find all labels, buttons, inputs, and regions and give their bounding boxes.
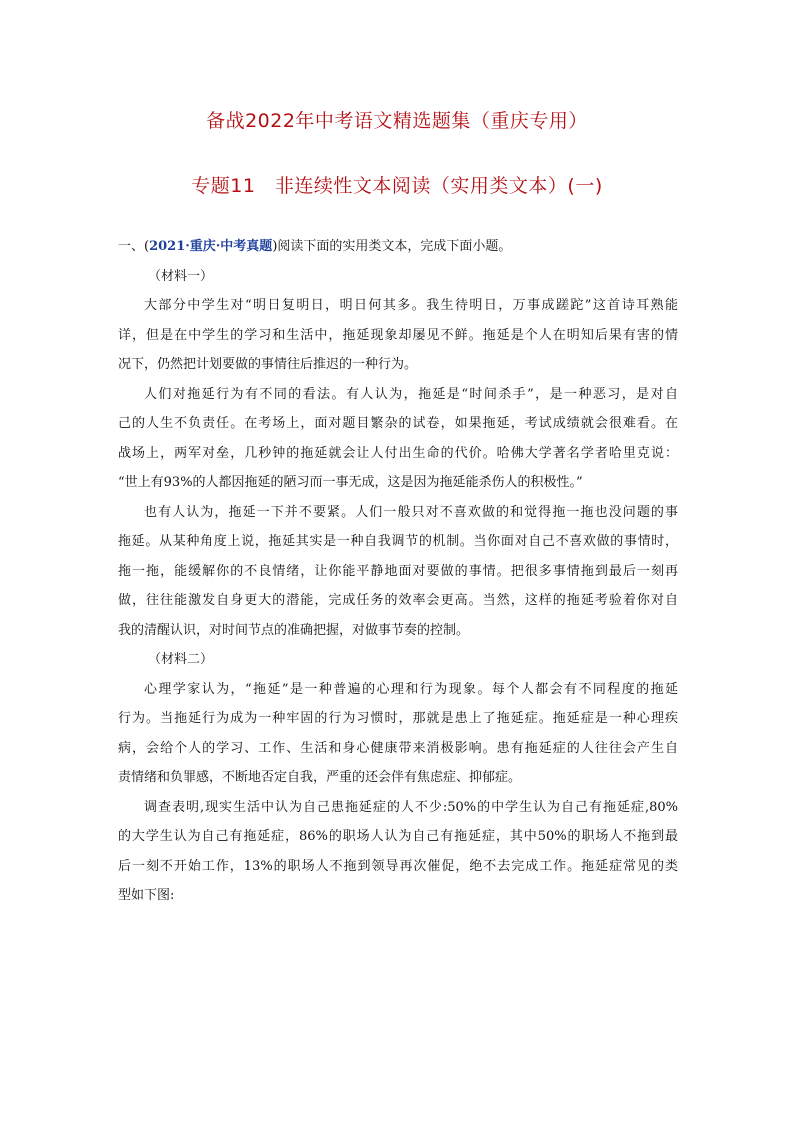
paragraph-line: 病，会给个人的学习、工作、生活和身心健康带来消极影响。患有拖延症的人往往会产生自: [118, 740, 678, 756]
question-source-close: ): [272, 239, 278, 254]
paragraph-line: 大部分中学生对“明日复明日，明日何其多。我生待明日，万事成蹉跎”这首诗耳熟能: [144, 298, 678, 313]
material2-heading: （材料二）: [148, 652, 214, 667]
paragraph-line: 己的人生不负责任。在考场上，面对题目繁杂的试卷，如果拖延，考试成绩就会很难看。在: [118, 416, 678, 431]
paragraph-line: 责情绪和负罪感，不断地否定自我，严重的还会伴有焦虑症、抑郁症。: [118, 770, 522, 785]
paragraph-line: 也有人认为，拖延一下并不要紧。人们一般只对不喜欢做的和觉得拖一拖也没问题的事: [144, 504, 678, 520]
paragraph-line: 型如下图:: [118, 888, 175, 903]
question-intro: [118, 232, 678, 262]
paragraph-line: 的大学生认为自己有拖延症，86%的职场人认为自己有拖延症，其中50%的职场人不拖到最: [118, 829, 678, 844]
document-body: [118, 232, 678, 911]
material1-heading: （材料一）: [148, 268, 214, 284]
paragraph-line: “世上有93%的人都因拖延的陋习而一事无成，这是因为拖延能杀伤人的积极性。”: [118, 475, 583, 490]
document-subtitle: 专题11 非连续性文本阅读（实用类文本）(一): [191, 175, 603, 197]
paragraph-line: 行为。当拖延行为成为一种牢固的行为习惯时，那就是患上了拖延症。拖延症是一种心理疾: [118, 711, 678, 726]
paragraph-line: 战场上，两军对垒，几秒钟的拖延就会让人付出生命的代价。哈佛大学著名学者哈里克说：: [118, 445, 678, 461]
question-instruction: 阅读下面的实用类文本，完成下面小题。: [277, 239, 512, 254]
paragraph-line: 人们对拖延行为有不同的看法。有人认为，拖延是“时间杀手”，是一种恶习，是对自: [144, 386, 678, 402]
paragraph-line: 做，往往能激发自身更大的潜能，完成任务的效率会更高。当然，这样的拖延考验着你对自: [118, 593, 678, 608]
paragraph-line: 况下，仍然把计划要做的事情往后推迟的一种行为。: [118, 357, 418, 372]
paragraph-line: 拖一拖，能缓解你的不良情绪，让你能平静地面对要做的事情。把很多事情拖到最后一刻再: [118, 563, 678, 579]
paragraph-line: 后一刻不开始工作，13%的职场人不拖到领导再次催促，绝不去完成工作。拖延症常见的类: [118, 858, 678, 874]
paragraph-line: 拖延。从某种角度上说，拖延其实是一种自我调节的机制。当你面对自己不喜欢做的事情时，: [118, 534, 678, 549]
question-source: 2021·重庆·中考真题: [149, 239, 273, 254]
paragraph-line: 详，但是在中学生的学习和生活中，拖延现象却屡见不鲜。拖延是个人在明知后果有害的情: [118, 327, 678, 343]
question-number: 一、(: [118, 239, 150, 254]
paragraph-line: 调查表明,现实生活中认为自己患拖延症的人不少:50%的中学生认为自己有拖延症,80%: [144, 799, 678, 815]
paragraph-line: 我的清醒认识，对时间节点的准确把握，对做事节奏的控制。: [118, 622, 470, 638]
document-title: 备战2022年中考语文精选题集（重庆专用）: [206, 110, 588, 132]
paragraph-line: 心理学家认为，“拖延”是一种普遍的心理和行为现象。每个人都会有不同程度的拖延: [144, 681, 678, 697]
